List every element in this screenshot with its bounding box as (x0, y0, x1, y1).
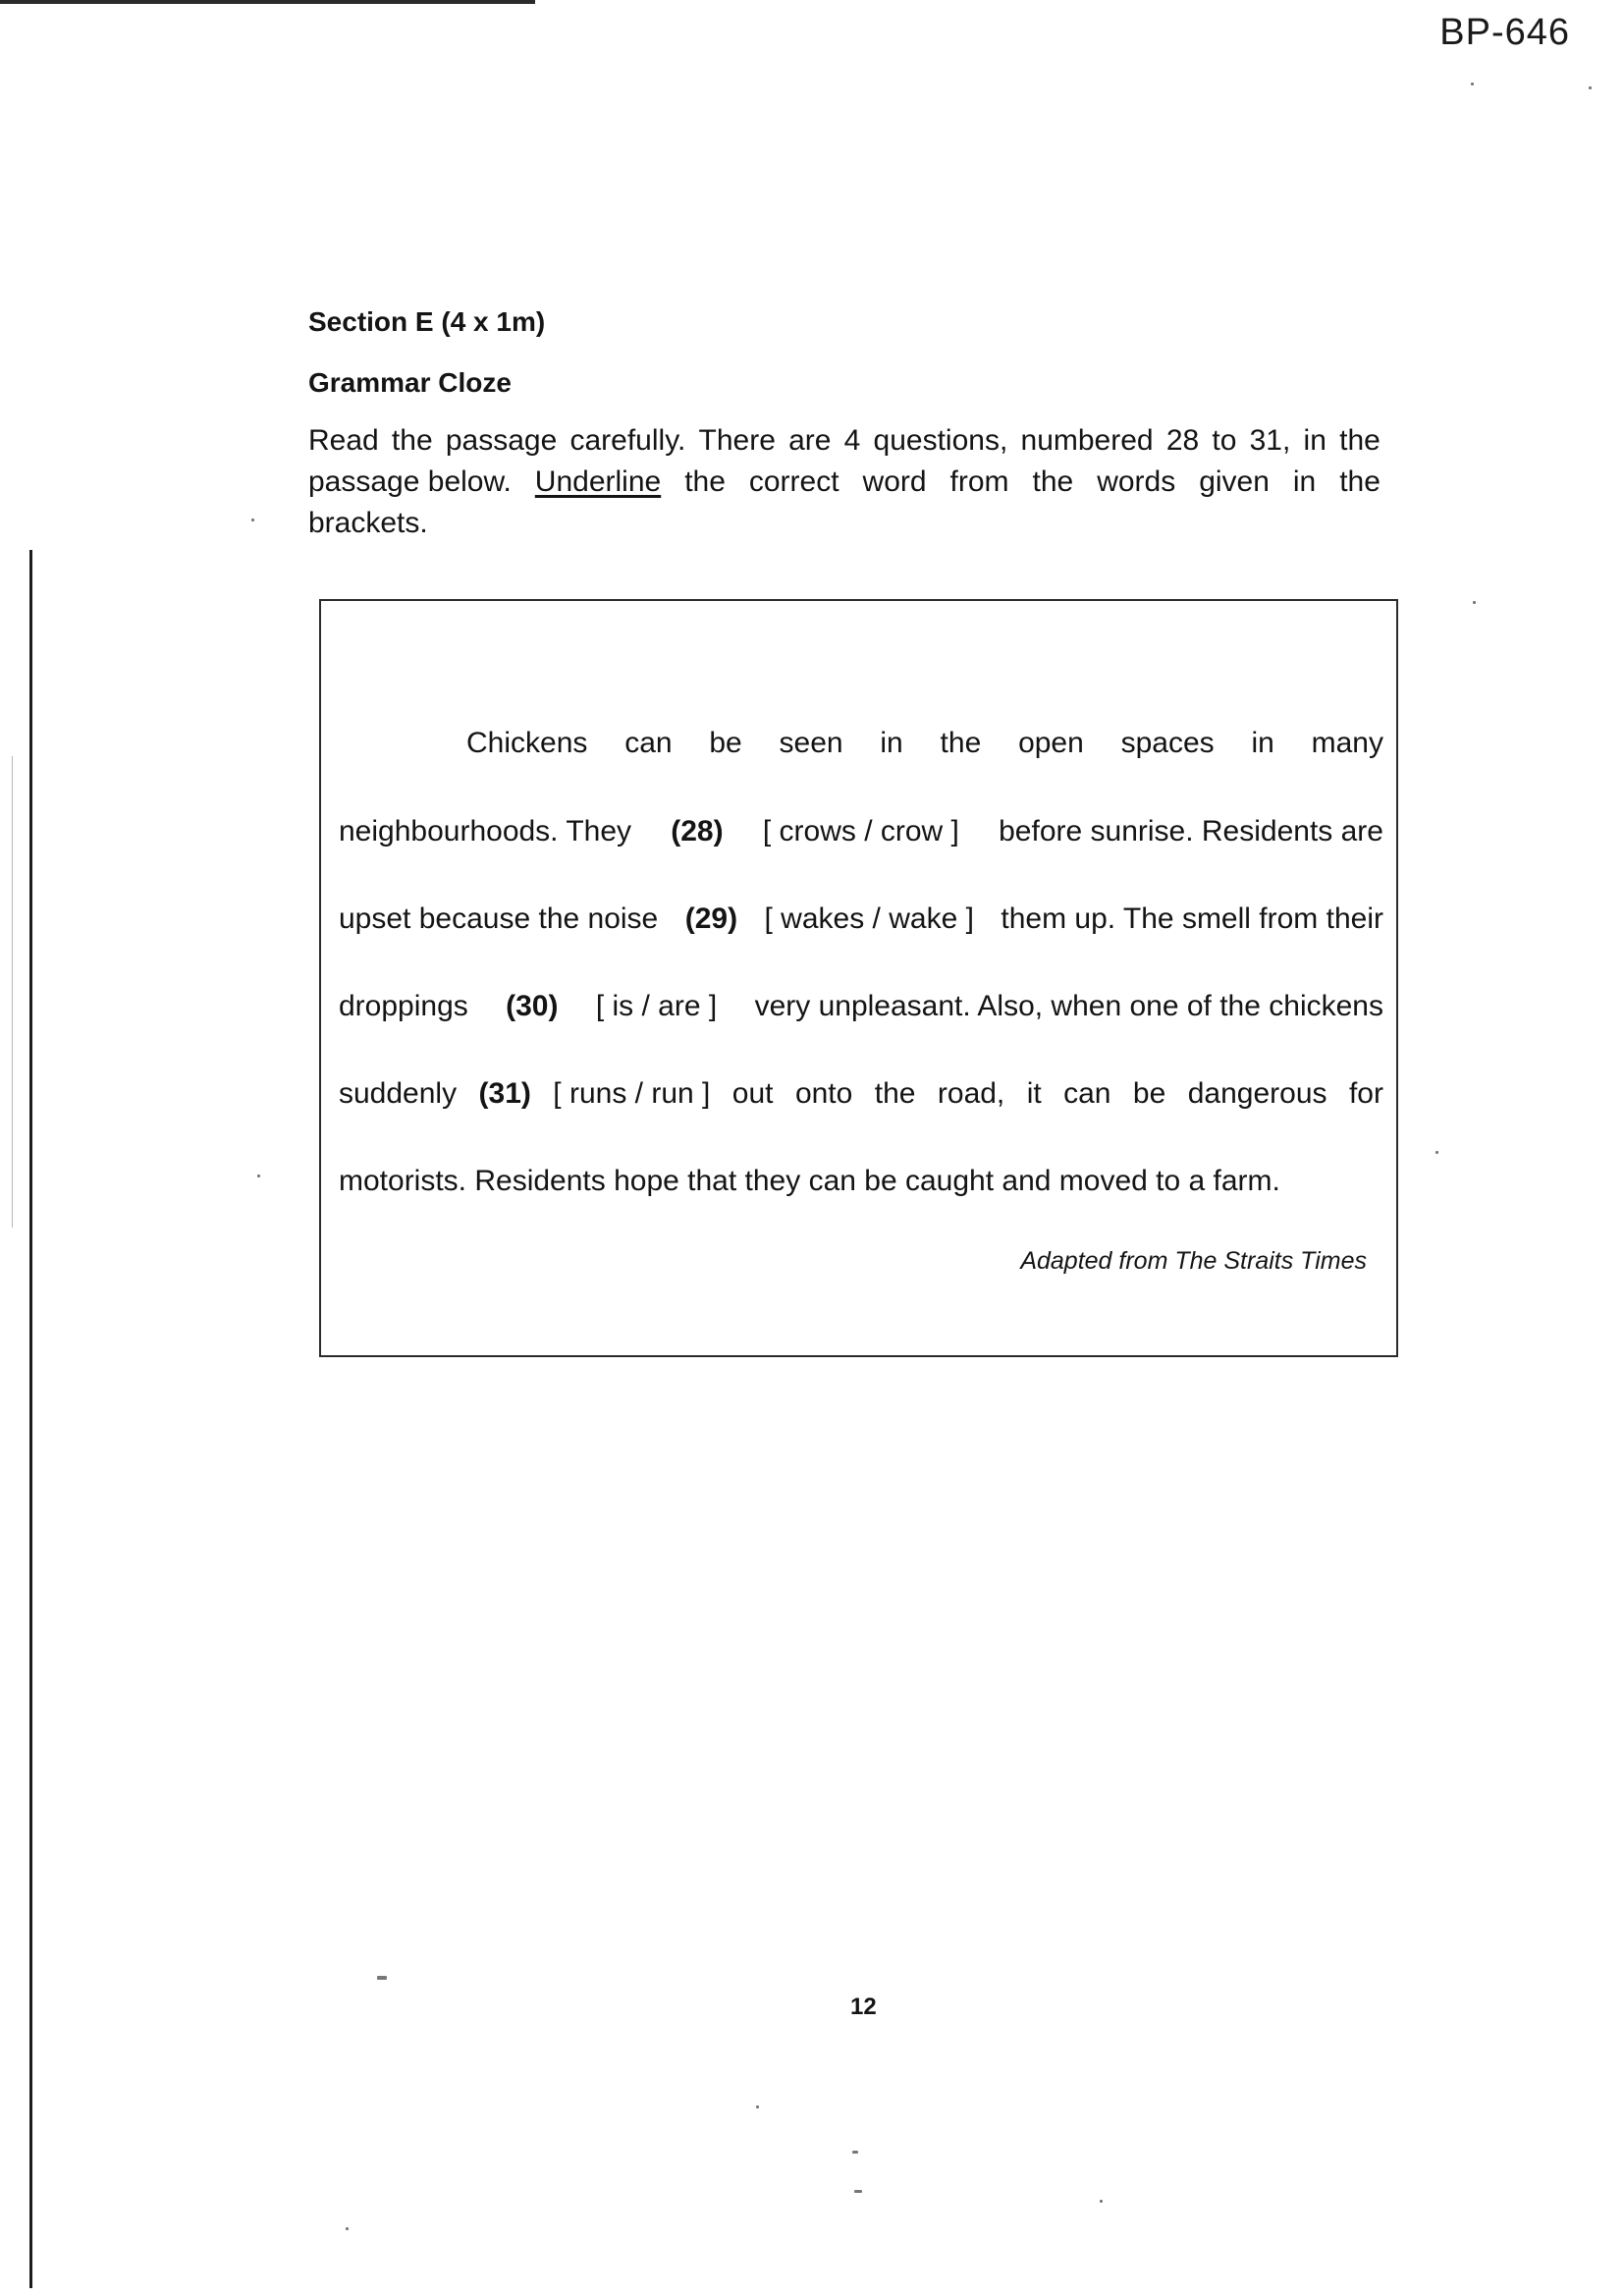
scan-speck (1435, 1151, 1438, 1154)
left-margin-line (29, 550, 32, 2288)
question-29-options[interactable]: [ wakes / wake ] (764, 902, 974, 935)
instructions-line-1 (308, 420, 1380, 462)
instruction-word: numbered (1020, 424, 1154, 457)
passage-word: it (1026, 1077, 1042, 1110)
instruction-word: 31, (1249, 424, 1291, 457)
left-margin-faint-line (12, 756, 13, 1228)
instruction-word: There (698, 424, 776, 457)
top-edge-rule (0, 0, 535, 4)
passage-word: road, (937, 1077, 1005, 1110)
passage-word: spaces (1120, 727, 1215, 759)
passage-box (319, 599, 1398, 1357)
scan-speck (854, 2190, 862, 2193)
passage-text: very unpleasant. Also, when one of the chickens (754, 990, 1383, 1022)
passage-text: droppings (339, 990, 468, 1022)
instructions (308, 420, 1380, 544)
passage-text: suddenly (339, 1077, 458, 1110)
passage-text: motorists. Residents hope that they can be caught and moved to a farm. (339, 1165, 1280, 1197)
passage-line-1 (466, 727, 1383, 760)
instruction-word: in (1292, 465, 1317, 498)
instruction-text: passage below. (308, 465, 512, 498)
instruction-word: the (1339, 465, 1380, 498)
passage-word: for (1348, 1077, 1383, 1110)
instruction-word: given (1199, 465, 1270, 498)
passage-text: neighbourhoods. They (339, 815, 632, 847)
instructions-line-2 (308, 462, 1380, 503)
passage-text: before sunrise. Residents are (999, 815, 1383, 847)
scan-speck (1473, 601, 1476, 604)
question-31-number: (31) (478, 1077, 531, 1110)
scan-speck (346, 2227, 349, 2230)
scan-speck (852, 2151, 858, 2154)
passage-word: in (880, 727, 903, 759)
source-attribution: Adapted from The Straits Times (1020, 1247, 1367, 1275)
passage-word: the (874, 1077, 916, 1110)
passage-word: Chickens (466, 727, 588, 759)
question-31-options[interactable]: [ runs / run ] (553, 1077, 711, 1110)
scan-speck (1100, 2200, 1103, 2203)
scan-speck (257, 1175, 260, 1177)
passage-word: can (624, 727, 673, 759)
subsection-title: Grammar Cloze (308, 367, 512, 398)
scan-speck (377, 1976, 387, 1980)
instruction-word: passage (445, 424, 558, 457)
instruction-word: to (1212, 424, 1237, 457)
scan-speck (756, 2105, 759, 2108)
instruction-word: 28 (1165, 424, 1200, 457)
instruction-word: in (1303, 424, 1326, 457)
passage-word: in (1251, 727, 1274, 759)
instruction-word: are (788, 424, 832, 457)
instruction-word: Read (308, 424, 379, 457)
question-30-number: (30) (506, 990, 559, 1022)
instruction-word: questions, (873, 424, 1008, 457)
instruction-word: correct (748, 465, 839, 498)
passage-line-5 (339, 1077, 1383, 1111)
question-28-number: (28) (671, 815, 724, 847)
passage-word: dangerous (1187, 1077, 1327, 1110)
section-title: Section E (4 x 1m) (308, 306, 546, 337)
question-28-options[interactable]: [ crows / crow ] (762, 815, 959, 847)
instruction-word: the (1032, 465, 1074, 498)
passage-text: them up. The smell from their (1001, 902, 1383, 935)
passage-word: the (940, 727, 982, 759)
passage-line-4 (339, 990, 1383, 1023)
instruction-word: words (1097, 465, 1176, 498)
passage-word: out (731, 1077, 774, 1110)
instruction-word: word (862, 465, 927, 498)
page-number: 12 (850, 1994, 877, 2020)
instruction-text: brackets. (308, 507, 428, 539)
underline-keyword: Underline (534, 465, 662, 498)
instruction-word: 4 (843, 424, 861, 457)
passage-word: seen (779, 727, 843, 759)
paper-code: BP-646 (1439, 12, 1570, 53)
instruction-word: from (949, 465, 1009, 498)
passage-line-6 (339, 1165, 1383, 1198)
scan-speck (1589, 86, 1592, 89)
instruction-word: the (391, 424, 433, 457)
passage-word: be (1132, 1077, 1166, 1110)
passage-word: can (1063, 1077, 1111, 1110)
passage-text: upset because the noise (339, 902, 659, 935)
passage-word: open (1018, 727, 1084, 759)
instruction-word: the (1339, 424, 1380, 457)
instruction-word: carefully. (569, 424, 686, 457)
passage-word: be (709, 727, 742, 759)
passage-line-2 (339, 815, 1383, 848)
question-30-options[interactable]: [ is / are ] (595, 990, 718, 1022)
passage-word: onto (794, 1077, 853, 1110)
instructions-line-3 (308, 503, 1380, 544)
instruction-word: the (684, 465, 726, 498)
scan-speck (251, 519, 254, 521)
scan-speck (1471, 82, 1474, 85)
question-29-number: (29) (684, 902, 738, 935)
passage-line-3 (339, 902, 1383, 936)
passage-word: many (1311, 727, 1383, 759)
